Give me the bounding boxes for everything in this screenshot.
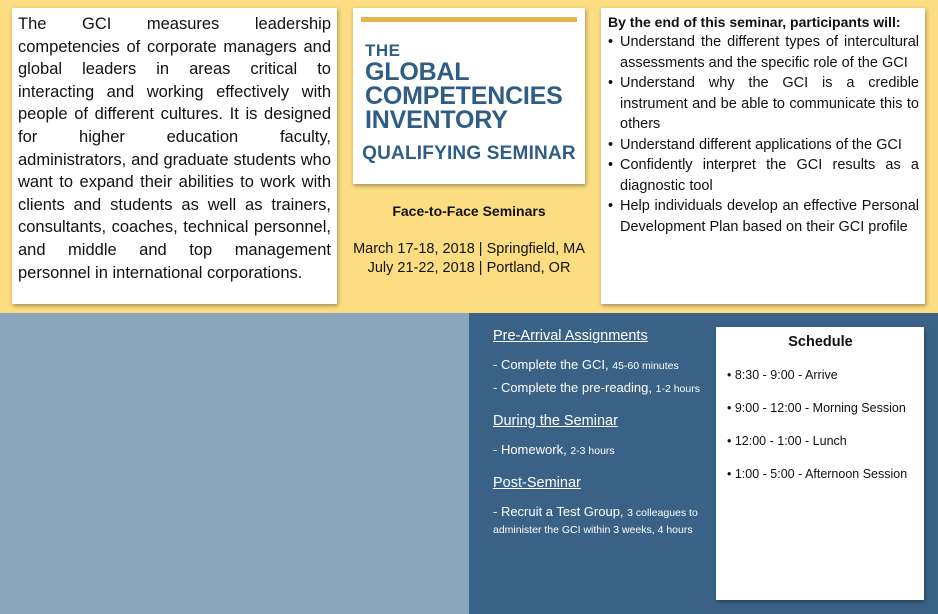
logo-subtitle: QUALIFYING SEMINAR — [362, 143, 576, 164]
pre-arrival-item: - Complete the GCI, 45-60 minutes — [493, 357, 679, 372]
logo-accent-bar — [361, 17, 577, 22]
schedule-card — [716, 327, 924, 600]
during-seminar-item: - Homework, 2-3 hours — [493, 442, 615, 457]
outcomes-card — [601, 8, 925, 304]
outcomes-heading: By the end of this seminar, participants will: — [608, 14, 901, 30]
outcome-item: • Understand why the GCI is a credible instrument and be able to communicate this to others — [608, 73, 919, 135]
seminar-date-2: July 21-22, 2018 | Portland, OR — [367, 260, 571, 276]
pre-arrival-item: - Complete the pre-reading, 1-2 hours — [493, 380, 700, 395]
post-seminar-heading: Post-Seminar — [493, 475, 581, 491]
logo-line-global: GLOBAL — [365, 58, 470, 86]
schedule-row: • 1:00 - 5:00 - Afternoon Session — [727, 467, 908, 481]
outcomes-list — [608, 32, 919, 237]
schedule-row: • 12:00 - 1:00 - Lunch — [727, 434, 847, 448]
seminars-title: Face-to-Face Seminars — [392, 203, 546, 219]
seminar-date-1: March 17-18, 2018 | Springfield, MA — [353, 241, 585, 257]
logo-the: THE — [365, 41, 401, 60]
bottom-left-panel — [0, 313, 469, 614]
gci-logo — [353, 8, 585, 184]
schedule-heading: Schedule — [788, 334, 853, 350]
post-seminar-item: - Recruit a Test Group, 3 colleagues to administer the GCI within 3 weeks, 4 hours — [493, 504, 698, 536]
preparation-section — [493, 328, 708, 544]
during-seminar-heading: During the Seminar — [493, 413, 618, 429]
intro-card — [12, 8, 337, 304]
pre-arrival-heading: Pre-Arrival Assignments — [493, 328, 648, 344]
logo-line-inventory: INVENTORY — [365, 106, 508, 134]
outcome-item: • Understand different applications of the GCI — [608, 135, 919, 156]
outcome-item: • Confidently interpret the GCI results as a diagnostic tool — [608, 155, 919, 196]
outcome-item: • Understand the different types of intercultural assessments and the specific role of the GCI — [608, 32, 919, 73]
outcome-item: • Help individuals develop an effective Personal Development Plan based on their GCI profile — [608, 196, 919, 237]
seminar-dates — [345, 240, 593, 278]
logo-line-competencies: COMPETENCIES — [365, 82, 563, 110]
schedule-row: • 8:30 - 9:00 - Arrive — [727, 368, 838, 382]
schedule-row: • 9:00 - 12:00 - Morning Session — [727, 401, 906, 415]
intro-text: The GCI measures leadership competencies of corporate managers and global leaders in areas critical to interacting and working effectively with people of different cultures. It is designed for higher education faculty, administrators, and graduate students who want to expand their abilities to work with clients and students as well as trainers, consultants, coaches, technical personnel, and middle and top management personnel in international corporations. — [18, 15, 331, 282]
